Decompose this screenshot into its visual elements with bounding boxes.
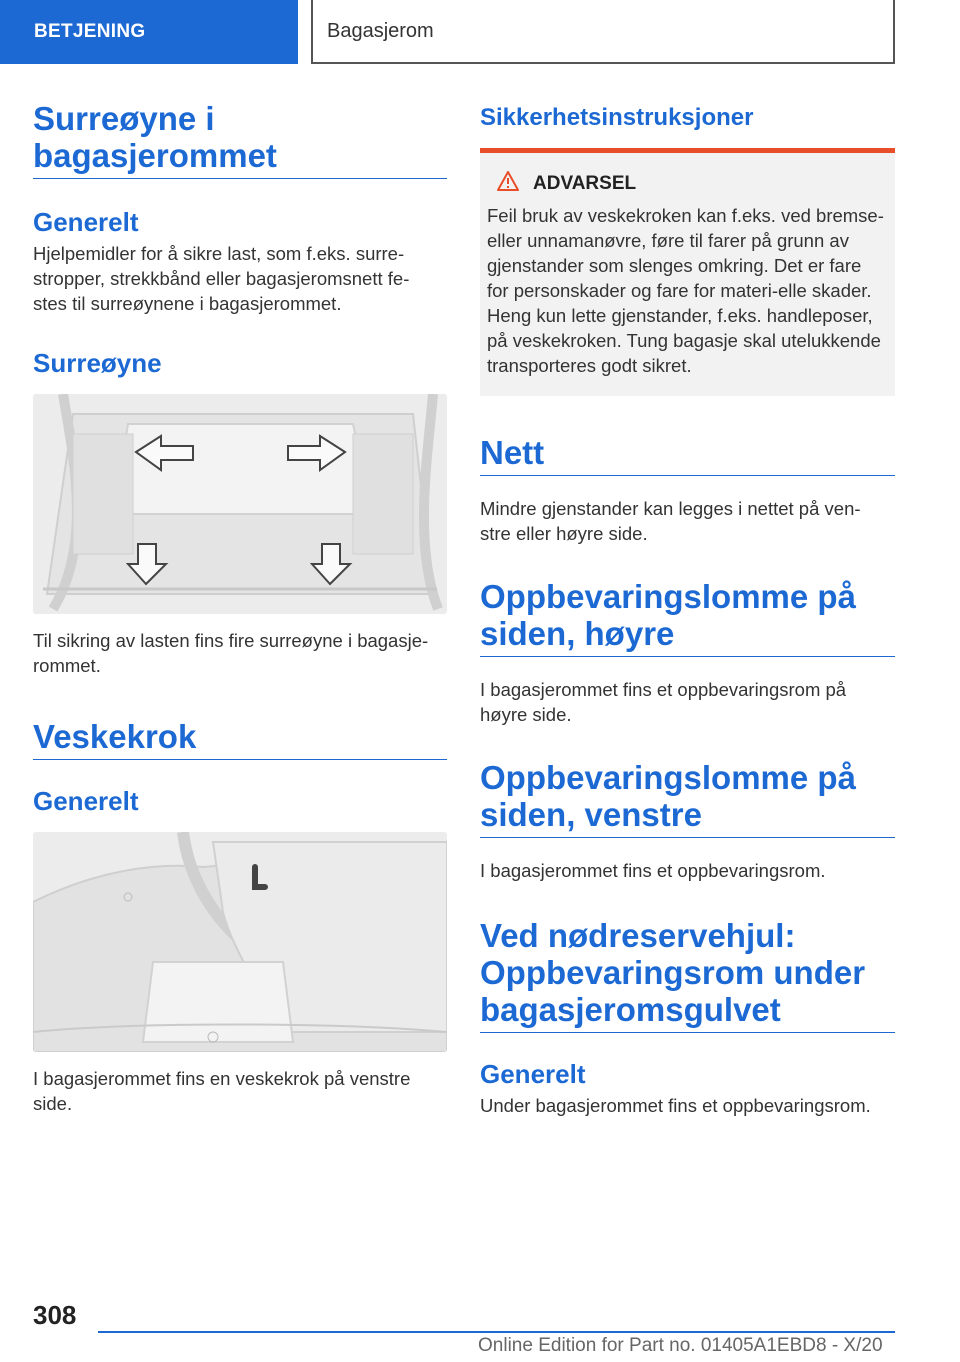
- footer-divider: [98, 1331, 895, 1333]
- warning-block: [480, 148, 895, 396]
- heading-pocket-right: Oppbevaringslomme på siden, høyre: [480, 578, 895, 657]
- right-column: [480, 100, 895, 1118]
- paragraph-net: Mindre gjenstander kan legges i nettet på ven-stre eller høyre side.: [480, 498, 861, 544]
- heading-lashing-eyes: Surreøyne i bagasjerommet: [33, 100, 447, 179]
- warning-text: Feil bruk av veskekroken kan f.eks. ved bremse- eller unnamanøvre, føre til farer på grunn av gjenstander som slenges omkring. Det er fare for personskader og fare for materi-elle skader. Heng kun lette gjenstander, f.eks. handleposer, på veskekroken. Tung bagasje skal utelukkende transporteres godt sikret.: [487, 205, 884, 376]
- subheading-general-bag-hook: Generelt: [33, 786, 139, 816]
- heading-bag-hook: Veskekrok: [33, 718, 447, 760]
- bag-hook-illustration: [33, 832, 447, 1052]
- left-column: [33, 100, 447, 1116]
- page-number: 308: [33, 1300, 77, 1330]
- heading-safety-instructions: Sikkerhetsinstruksjoner: [480, 104, 754, 131]
- heading-net: Nett: [480, 434, 895, 476]
- paragraph-spare-wheel: Under bagasjerommet fins et oppbevaringsrom.: [480, 1095, 871, 1116]
- subheading-lashing-eyes: Surreøyne: [33, 348, 162, 378]
- heading-pocket-left: Oppbevaringslomme på siden, venstre: [480, 759, 895, 838]
- subheading-general-spare-wheel: Generelt: [480, 1059, 586, 1089]
- paragraph-pocket-right: I bagasjerommet fins et oppbevaringsrom på høyre side.: [480, 679, 847, 725]
- warning-triangle-icon: [497, 171, 519, 197]
- warning-title-row: [487, 171, 887, 197]
- paragraph-general-lashing: Hjelpemidler for å sikre last, som f.eks. surre-stropper, strekkbånd eller bagasjeromsnett fe-stes til surreøynene i bagasjerommet.: [33, 243, 410, 314]
- section-label: BETJENING: [34, 21, 146, 42]
- paragraph-bag-hook-caption: I bagasjerommet fins en veskekrok på venstre side.: [33, 1068, 411, 1114]
- section-tab: [0, 0, 298, 64]
- chapter-label: Bagasjerom: [327, 19, 434, 42]
- lashing-eyes-illustration: [33, 394, 447, 614]
- warning-title: ADVARSEL: [533, 173, 637, 194]
- paragraph-lashing-caption: Til sikring av lasten fins fire surreøyne i bagasje-rommet.: [33, 630, 429, 676]
- footer-edition: Online Edition for Part no. 01405A1EBD8 - X/20: [478, 1335, 883, 1356]
- warning-box: [480, 153, 895, 396]
- heading-spare-wheel: Ved nødreservehjul: Oppbevaringsrom under bagasjeromsgulvet: [480, 917, 895, 1033]
- chapter-tab: [311, 0, 895, 64]
- paragraph-pocket-left: I bagasjerommet fins et oppbevaringsrom.: [480, 860, 826, 881]
- subheading-general: Generelt: [33, 207, 139, 237]
